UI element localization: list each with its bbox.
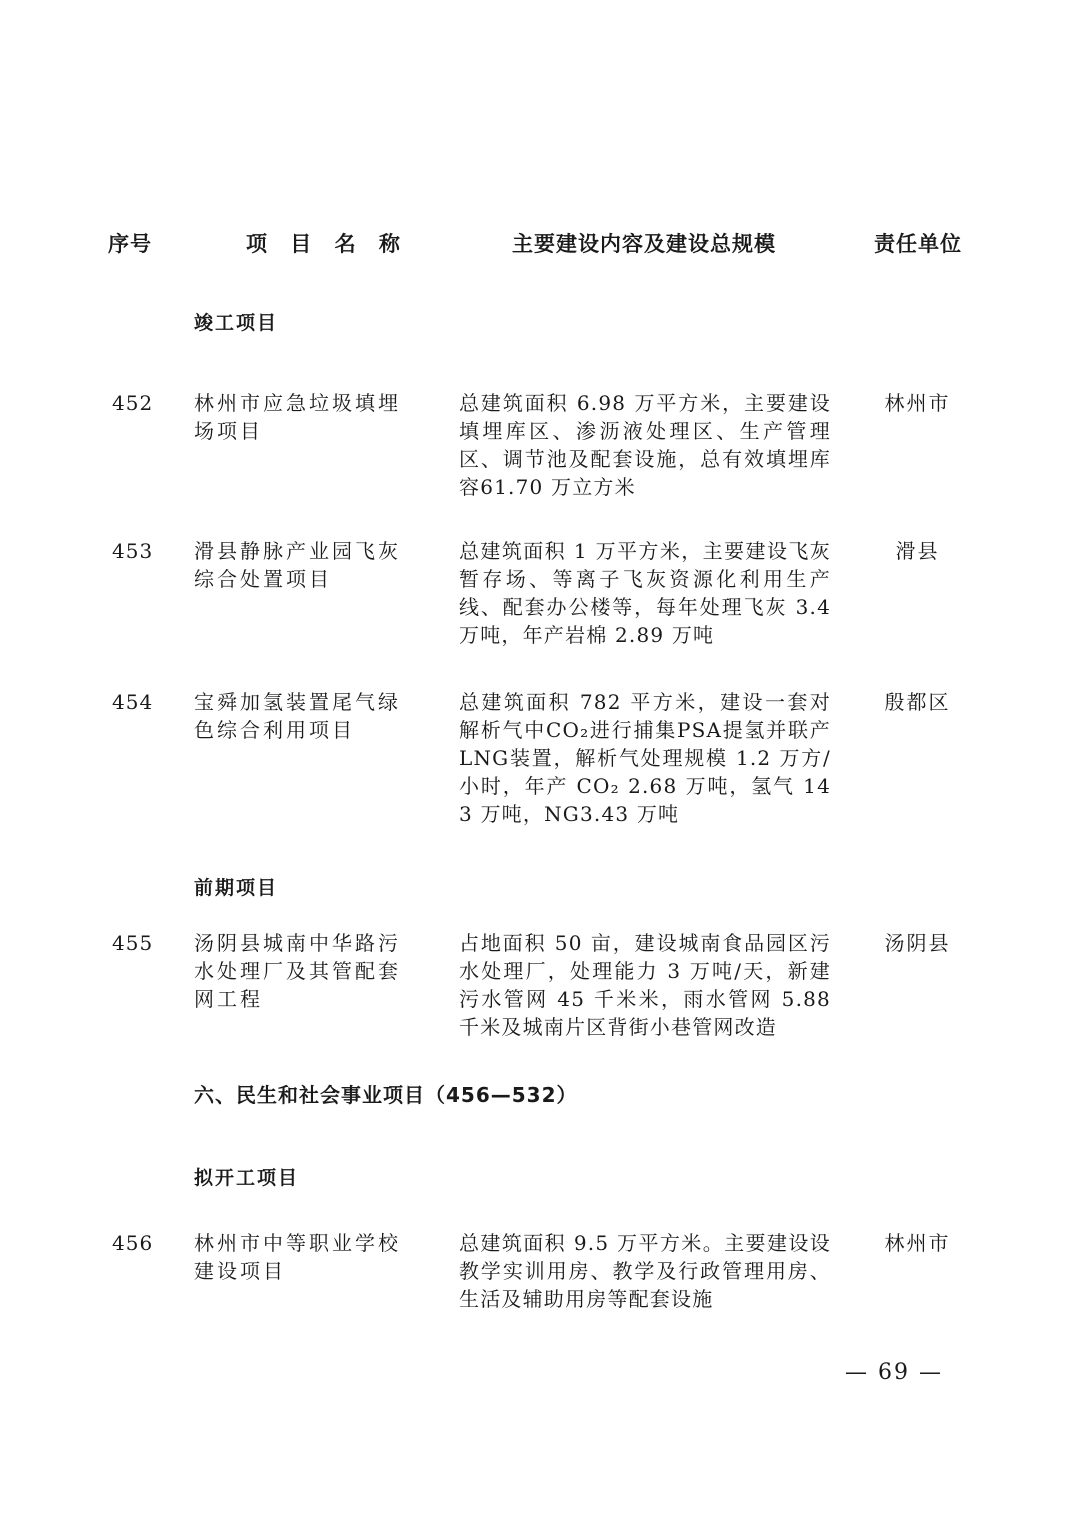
row-unit: 汤阴县 (884, 931, 951, 955)
header-responsible-unit: 责任单位 (874, 232, 962, 256)
section-title-completed: 竣工项目 (194, 312, 279, 334)
row-number: 454 (112, 690, 154, 714)
header-serial-number: 序号 (108, 232, 152, 256)
row-content: 总建筑面积 782 平方米，建设一套对解析气中CO₂进行捕集PSA提氢并联产LNG装置，解析气处理规模 1.2 万方/小时，年产 CO₂ 2.68 万吨，氢气 143 万吨，NG3.43 万吨 (459, 690, 831, 826)
page-number: — 69 — (845, 1360, 943, 1385)
row-number: 455 (112, 931, 154, 955)
row-content: 总建筑面积 1 万平方米，主要建设飞灰暂存场、等离子飞灰资源化利用生产线、配套办公楼等，每年处理飞灰 3.4 万吨，年产岩棉 2.89 万吨 (459, 539, 831, 647)
row-number: 452 (112, 391, 154, 415)
row-unit: 殷都区 (884, 690, 951, 714)
major-category-title: 六、民生和社会事业项目（456—532） (194, 1083, 578, 1107)
row-project-name: 宝舜加氢装置尾气绿色综合利用项目 (194, 690, 401, 742)
header-project-name: 项 目 名 称 (246, 232, 408, 256)
row-unit: 滑县 (895, 539, 940, 563)
row-content: 总建筑面积 6.98 万平方米，主要建设填埋库区、渗沥液处理区、生产管理区、调节池及配套设施，总有效填埋库容61.70 万立方米 (459, 391, 831, 499)
row-content: 占地面积 50 亩，建设城南食品园区污水处理厂，处理能力 3 万吨/天，新建污水管网 45 千米米，雨水管网 5.88 千米及城南片区背街小巷管网改造 (459, 931, 831, 1039)
row-unit: 林州市 (884, 391, 951, 415)
row-project-name: 林州市中等职业学校建设项目 (194, 1231, 401, 1283)
row-project-name: 汤阴县城南中华路污水处理厂及其管配套网工程 (194, 931, 401, 1011)
row-content: 总建筑面积 9.5 万平方米。主要建设设教学实训用房、教学及行政管理用房、生活及辅助用房等配套设施 (459, 1231, 831, 1311)
row-number: 456 (112, 1231, 154, 1255)
section-title-planned: 拟开工项目 (194, 1167, 300, 1189)
row-unit: 林州市 (884, 1231, 951, 1255)
row-project-name: 滑县静脉产业园飞灰综合处置项目 (194, 539, 401, 591)
row-number: 453 (112, 539, 154, 563)
section-title-preliminary: 前期项目 (194, 877, 279, 899)
header-construction-content: 主要建设内容及建设总规模 (512, 232, 776, 256)
row-project-name: 林州市应急垃圾填埋场项目 (194, 391, 401, 443)
